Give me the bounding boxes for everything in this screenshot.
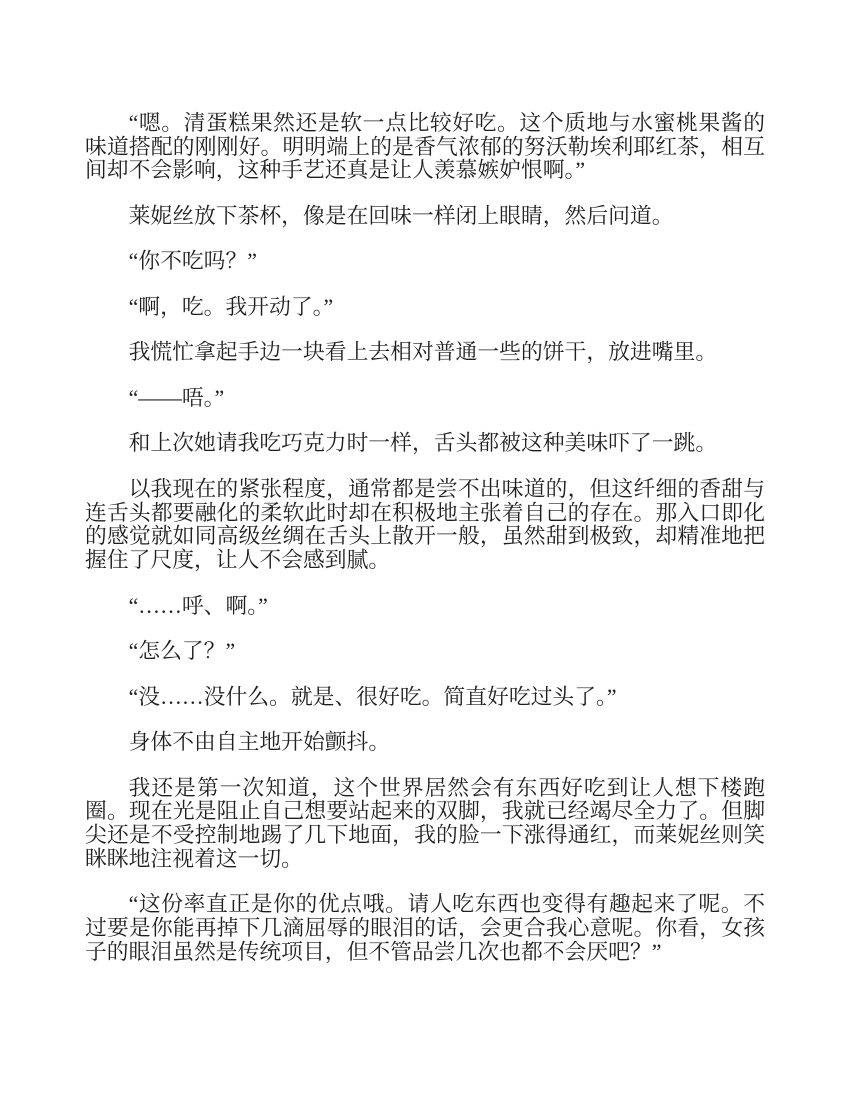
paragraph: “啊，吃。我开动了。” <box>128 294 334 319</box>
paragraph: 我还是第一次知道，这个世界居然会有东西好吃到让人想下楼跑圈。现在光是阻止自己想要站起来的双脚，我就已经竭尽全力了。但脚尖还是不受控制地踢了几下地面，我的脸一下涨得通红，而莱妮丝则笑眯眯地注视着这一切。 <box>85 775 765 871</box>
page-text-block <box>85 112 765 964</box>
paragraph: “嗯。清蛋糕果然还是软一点比较好吃。这个质地与水蜜桃果酱的味道搭配的刚刚好。明明端上的是香气浓郁的努沃勒埃利耶红茶，相互间却不会影响，这种手艺还真是让人羡慕嫉妒恨啊。” <box>85 111 765 183</box>
paragraph: “你不吃吗？” <box>128 249 257 274</box>
paragraph: “——唔。” <box>128 385 225 410</box>
paragraph: 莱妮丝放下茶杯，像是在回味一样闭上眼睛，然后问道。 <box>128 203 674 228</box>
paragraph: 和上次她请我吃巧克力时一样，舌头都被这种美味吓了一跳。 <box>128 431 718 456</box>
paragraph: 以我现在的紧张程度，通常都是尝不出味道的，但这纤细的香甜与连舌头都要融化的柔软此时却在积极地主张着自己的存在。那入口即化的感觉就如同高级丝绸在舌头上散开一般，虽然甜到极致，却精准地把握住了尺度，让人不会感到腻。 <box>85 476 765 573</box>
paragraph: 我慌忙拿起手边一块看上去相对普通一些的饼干，放进嘴里。 <box>128 340 718 365</box>
paragraph: “这份率直正是你的优点哦。请人吃东西也变得有趣起来了呢。不过要是你能再掉下几滴屈辱的眼泪的话，会更合我心意呢。你看，女孩子的眼泪虽然是传统项目，但不管品尝几次也都不会厌吧？” <box>85 892 765 964</box>
paragraph: “没……没什么。就是、很好吃。简直好吃过头了。” <box>128 684 617 709</box>
paragraph: “怎么了？” <box>128 639 236 664</box>
paragraph: 身体不由自主地开始颤抖。 <box>128 730 391 755</box>
paragraph: “……呼、啊。” <box>128 593 268 618</box>
